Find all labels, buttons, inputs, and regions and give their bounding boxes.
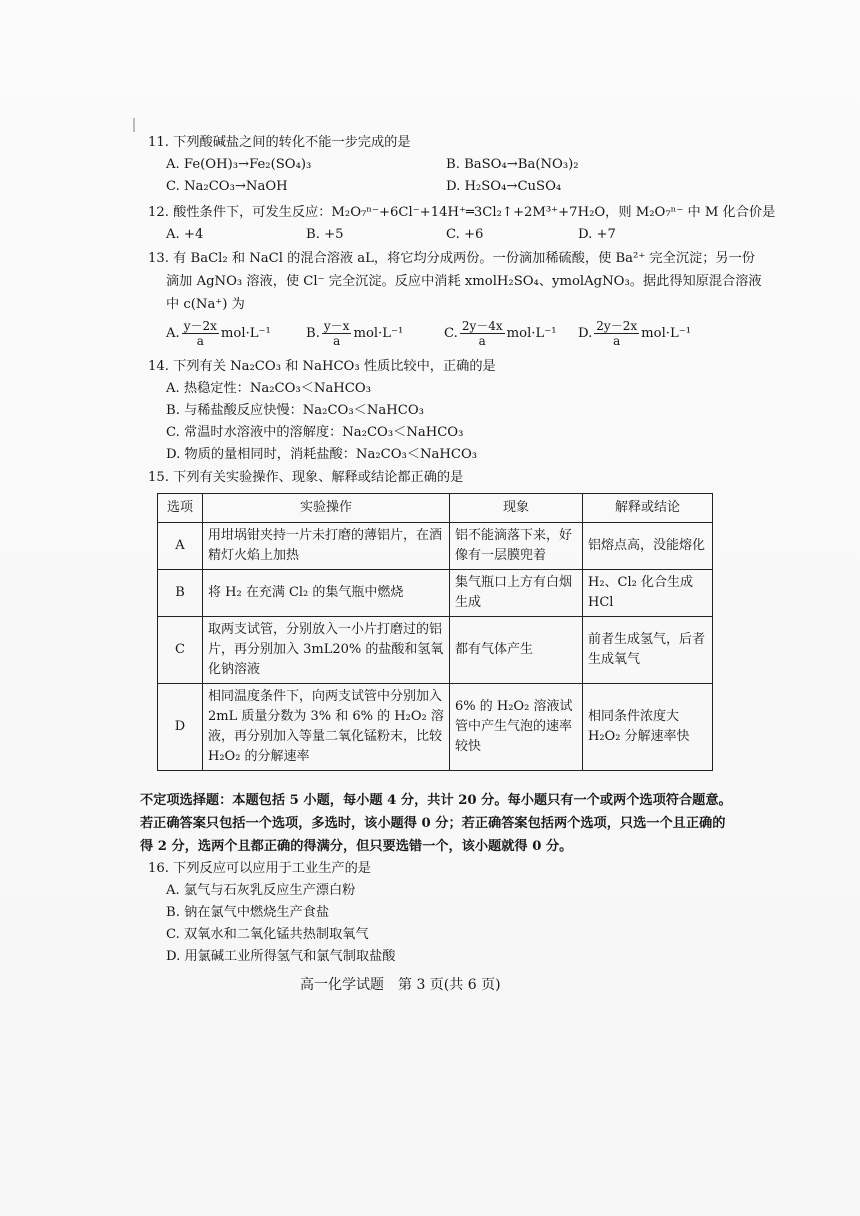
unit: mol·L⁻¹ [506, 326, 557, 341]
denominator: a [333, 334, 341, 348]
q13-option-b [306, 318, 403, 350]
table-row [158, 570, 713, 617]
option-label: B. [306, 326, 320, 341]
q13-option-d [578, 318, 691, 350]
row-option: D [158, 684, 203, 771]
numerator: 2y－2x [596, 319, 638, 333]
table-row [158, 684, 713, 771]
row-conclusion: 相同条件浓度大 H₂O₂ 分解速率快 [583, 684, 713, 771]
q16-option-b: B. 钠在氯气中燃烧生产食盐 [166, 905, 330, 920]
fraction [182, 319, 219, 348]
row-phenomenon: 铝不能滴落下来，好像有一层膜兜着 [450, 523, 583, 570]
q13-option-a [166, 318, 271, 350]
row-operation: 相同温度条件下，向两支试管中分别加入 2mL 质量分数为 3% 和 6% 的 H₂O₂ 溶液，再分别加入等量二氧化锰粉末，比较 H₂O₂ 的分解速率 [203, 684, 450, 771]
row-operation: 将 H₂ 在充满 Cl₂ 的集气瓶中燃烧 [203, 570, 450, 617]
section-instruction-2: 若正确答案只包括一个选项，多选时，该小题得 0 分；若正确答案包括两个选项，只选一个且正确的 [140, 816, 726, 831]
q16-option-a: A. 氯气与石灰乳反应生产漂白粉 [166, 883, 356, 898]
option-label: D. [578, 326, 593, 341]
numerator: y－x [323, 319, 350, 333]
q13-line-3: 中 c(Na⁺) 为 [166, 297, 245, 312]
q15-stem: 15. 下列有关实验操作、现象、解释或结论都正确的是 [148, 470, 464, 485]
q13-option-c [444, 318, 557, 350]
q14-option-c: C. 常温时水溶液中的溶解度：Na₂CO₃＜NaHCO₃ [166, 425, 464, 440]
q12-option-b: B. +5 [306, 227, 344, 242]
denominator: a [478, 334, 486, 348]
header-conclusion: 解释或结论 [583, 494, 713, 523]
row-option: C [158, 617, 203, 684]
fraction [460, 319, 505, 348]
row-option: B [158, 570, 203, 617]
row-phenomenon: 都有气体产生 [450, 617, 583, 684]
row-conclusion: H₂、Cl₂ 化合生成 HCl [583, 570, 713, 617]
unit: mol·L⁻¹ [353, 326, 404, 341]
page-footer: 高一化学试题 第 3 页(共 6 页) [300, 977, 501, 993]
q12-option-a: A. +4 [166, 227, 204, 242]
table-row [158, 617, 713, 684]
row-phenomenon: 6% 的 H₂O₂ 溶液试管中产生气泡的速率较快 [450, 684, 583, 771]
fraction [322, 319, 352, 348]
q14-option-b: B. 与稀盐酸反应快慢：Na₂CO₃＜NaHCO₃ [166, 403, 424, 418]
experiment-table [157, 493, 713, 771]
q16-option-d: D. 用氯碱工业所得氢气和氯气制取盐酸 [166, 949, 396, 964]
numerator: 2y－4x [461, 319, 503, 333]
section-instruction-3: 得 2 分，选两个且都正确的得满分，但只要选错一个，该小题就得 0 分。 [140, 839, 573, 854]
unit: mol·L⁻¹ [641, 326, 691, 341]
q11-option-c: C. Na₂CO₃→NaOH [166, 179, 288, 194]
row-operation: 用坩埚钳夹持一片未打磨的薄铝片，在酒精灯火焰上加热 [203, 523, 450, 570]
q13-line-1: 13. 有 BaCl₂ 和 NaCl 的混合溶液 aL，将它均分成两份。一份滴加稀硫酸，使 Ba²⁺ 完全沉淀；另一份 [148, 251, 755, 266]
header-operation: 实验操作 [203, 494, 450, 523]
q14-option-d: D. 物质的量相同时，消耗盐酸：Na₂CO₃＜NaHCO₃ [166, 447, 478, 462]
q14-stem: 14. 下列有关 Na₂CO₃ 和 NaHCO₃ 性质比较中，正确的是 [148, 359, 496, 374]
row-conclusion: 铝熔点高，没能熔化 [583, 523, 713, 570]
header-phenomenon: 现象 [450, 494, 583, 523]
q12-option-c: C. +6 [446, 227, 484, 242]
section-instruction-1: 不定项选择题：本题包括 5 小题，每小题 4 分，共计 20 分。每小题只有一个或两个选项符合题意。 [140, 793, 732, 808]
table-row [158, 523, 713, 570]
option-label: A. [166, 326, 180, 341]
q11-option-d: D. H₂SO₄→CuSO₄ [446, 179, 562, 194]
q16-stem: 16. 下列反应可以应用于工业生产的是 [148, 861, 371, 876]
row-phenomenon: 集气瓶口上方有白烟生成 [450, 570, 583, 617]
option-label: C. [444, 326, 458, 341]
denominator: a [196, 334, 204, 348]
fraction [594, 319, 639, 348]
table-header-row [158, 494, 713, 523]
row-conclusion: 前者生成氢气，后者生成氧气 [583, 617, 713, 684]
scan-mark [133, 118, 135, 132]
header-option: 选项 [158, 494, 203, 523]
q11-option-a: A. Fe(OH)₃→Fe₂(SO₄)₃ [166, 157, 312, 172]
q11-option-b: B. BaSO₄→Ba(NO₃)₂ [446, 157, 579, 172]
q12-option-d: D. +7 [578, 227, 616, 242]
q11-stem: 11. 下列酸碱盐之间的转化不能一步完成的是 [148, 135, 411, 150]
numerator: y－2x [183, 319, 217, 333]
q16-option-c: C. 双氧水和二氧化锰共热制取氧气 [166, 927, 369, 942]
q13-line-2: 滴加 AgNO₃ 溶液，使 Cl⁻ 完全沉淀。反应中消耗 xmolH₂SO₄、ymolAgNO₃。据此得知原混合溶液 [166, 274, 762, 289]
unit: mol·L⁻¹ [220, 326, 271, 341]
row-option: A [158, 523, 203, 570]
q14-option-a: A. 热稳定性：Na₂CO₃＜NaHCO₃ [166, 381, 371, 396]
row-operation: 取两支试管，分别放入一小片打磨过的铝片，再分别加入 3mL20% 的盐酸和氢氧化钠溶液 [203, 617, 450, 684]
denominator: a [613, 334, 621, 348]
q12-stem: 12. 酸性条件下，可发生反应：M₂O₇ⁿ⁻+6Cl⁻+14H⁺═3Cl₂↑+2M³⁺+7H₂O，则 M₂O₇ⁿ⁻ 中 M 化合价是 [148, 205, 776, 220]
